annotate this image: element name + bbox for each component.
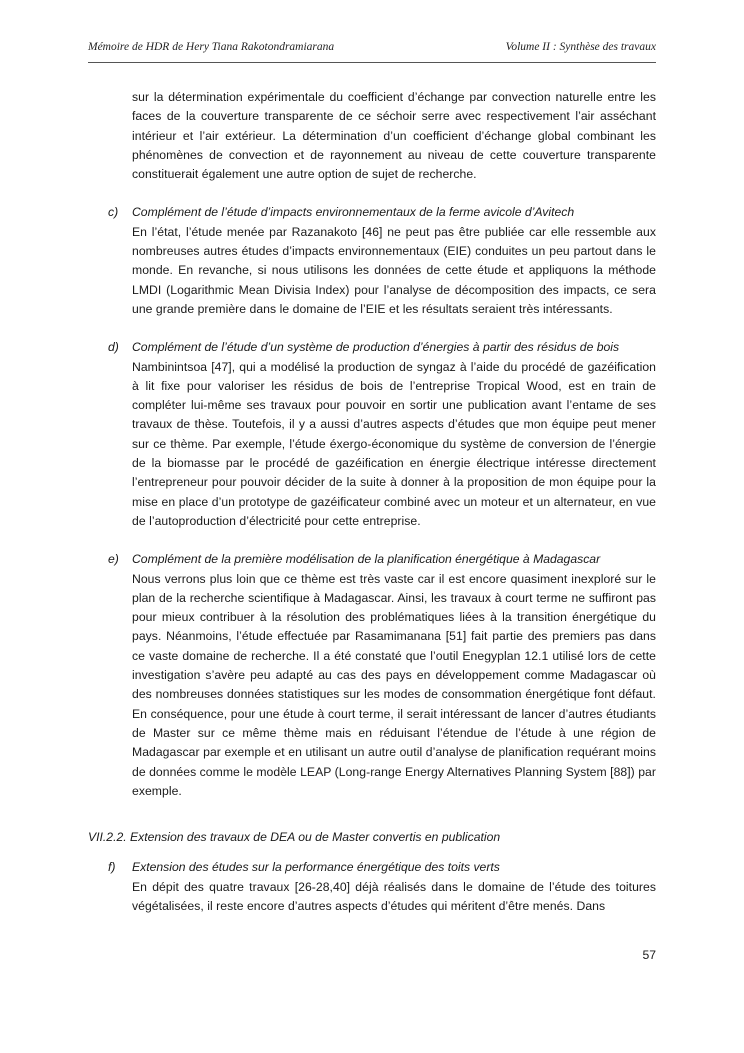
- section-title: VII.2.2. Extension des travaux de DEA ou de Master convertis en publication: [88, 830, 501, 845]
- page-number: 57: [642, 948, 656, 962]
- header-volume: Volume II : Synthèse des travaux: [505, 41, 656, 53]
- page-content: [88, 88, 656, 916]
- list-item-f: [88, 858, 656, 916]
- item-letter: f): [108, 860, 116, 875]
- item-title: Complément de la première modélisation de la planification énergétique à Madagascar: [132, 552, 601, 567]
- item-letter: c): [108, 205, 119, 220]
- item-letter: e): [108, 552, 119, 567]
- list-item-e: [88, 550, 656, 801]
- item-paragraph: En l’état, l’étude menée par Razanakoto [46] ne peut pas être publiée car elle ressemble aux nombreuses autres études d’impacts environnementaux (EIE) conduites un peu partout dans le monde. En revanche, si nous utilisons les données de cette étude et appliquons la méthode LMDI (Logarithmic Mean Divisia Index) pour l’analyse de décomposition des impacts, ce sera une grande première dans le domaine de l’EIE et les résultats seraient très intéressants.: [132, 224, 656, 316]
- item-title: Complément de l’étude d’un système de production d’énergies à partir des résidus de bois: [132, 340, 620, 355]
- item-title: Extension des études sur la performance énergétique des toits verts: [132, 860, 500, 875]
- item-paragraph: En dépit des quatre travaux [26-28,40] déjà réalisés dans le domaine de l’étude des toitures végétalisées, il reste encore d’autres aspects d’études qui méritent d’être menés. Dans: [132, 879, 656, 913]
- item-paragraph: Nous verrons plus loin que ce thème est très vaste car il est encore quasiment inexploré sur le plan de la recherche scientifique à Madagascar. Ainsi, les travaux à court terme ne suffiront pas pour mieux contribuer à la résolution des problématiques liées à la transition énergétique du pays. Néanmoins, l’étude effectuée par Rasamimanana [51] fait partie des premiers pas dans ce vaste domaine de recherche. Il a été constaté que l’outil Enegyplan 12.1 utilisé lors de cette investigation s’avère peu adapté au cas des pays en développement comme Madagascar où des nombreuses données statistiques sur les modes de consommation énergétique font défaut. En conséquence, pour une étude à court terme, il serait intéressant de lancer d’autres étudiants de Master sur ce même thème mais en réduisant l’étendue de l’étude à une région de Madagascar par exemple et en utilisant un autre outil d’analyse de planification requérant moins de données comme le modèle LEAP (Long-range Energy Alternatives Planning System [88]) par exemple.: [132, 571, 656, 798]
- item-paragraph: Nambinintsoa [47], qui a modélisé la production de syngaz à l’aide du procédé de gazéification à lit fixe pour valoriser les résidus de bois de l’entreprise Tropical Wood, est en train de compléter lui-même ses travaux pour pouvoir en sortir une publication avant l’entame de ses travaux de thèse. Toutefois, il y a aussi d’autres aspects d’études que mon équipe peut mener sur ce thème. Par exemple, l’étude éxergo-économique du système de conversion de l’énergie de la biomasse par le procédé de gazéification en énergie électrique intéresse directement l’entrepreneur pour pouvoir décider de la suite à donner à la proposition de mon équipe pour la mise en place d’un prototype de gazéificateur combiné avec un moteur et un alternateur, en vue de l’autoproduction d’électricité pour cette entreprise.: [132, 359, 656, 528]
- header-author: Mémoire de HDR de Hery Tiana Rakotondramiarana: [88, 41, 335, 53]
- item-title: Complément de l’étude d’impacts environnementaux de la ferme avicole d’Avitech: [132, 205, 575, 220]
- list-item-c: [88, 203, 656, 319]
- intro-paragraph: sur la détermination expérimentale du coefficient d’échange par convection naturelle entre les faces de la couverture transparente de ce séchoir serre avec respectivement l’air asséchant intérieur et l’air extérieur. La détermination d’un coefficient d’échange global combinant les phénomènes de convection et de rayonnement au niveau de cette couverture transparente constituerait également une autre option de sujet de recherche.: [132, 90, 656, 182]
- list-item-d: [88, 338, 656, 531]
- item-letter: d): [108, 340, 119, 355]
- header-rule: [88, 62, 656, 63]
